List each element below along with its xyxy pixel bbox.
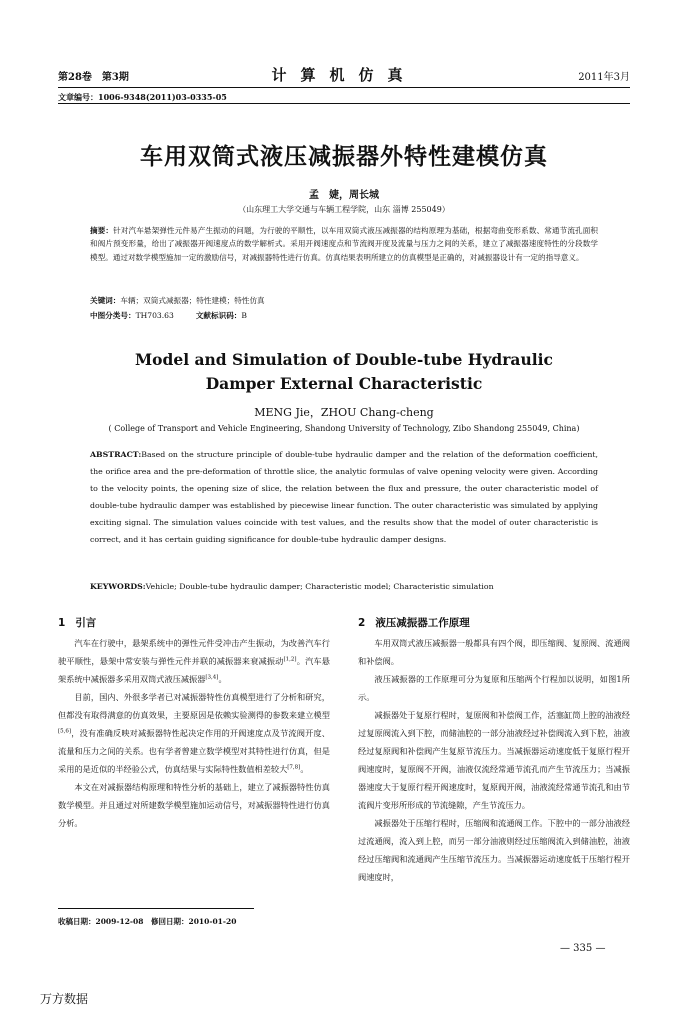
classification-line [90,310,598,321]
issue-date: 2011年3月 [578,72,630,83]
section-1-title: 引言 [75,617,97,629]
abstract-text-en: Based on the structure principle of double-tube hydraulic damper and the relation of the deformation coefficient, the orifice area and the pre-deformation of throttle slice, the analytic formulas of valve opening velocity were given. According to the velocity points, the opening size of slice, the relation between the flux and pressure, the outer characteristic model of double-tube hydraulic damper was established by piecewise linear function. The outer characteristic was simulated by applying exciting signal. The simulation values coincide with test values, and the results show that the model of outer characteristic is correct, and it has certain guiding significance for double-tube hydraulic damper designs. [90,450,598,544]
citation: [7,8] [287,764,301,771]
keywords-english [90,582,598,591]
received-dates: 收稿日期：2009-12-08 修回日期：2010-01-20 [58,917,237,926]
title-chinese: 车用双筒式液压减振器外特性建模仿真 [140,144,548,170]
clc-label: 中图分类号： [90,311,136,320]
section-2-title: 液压减振器工作原理 [375,617,470,629]
left-column [58,614,330,832]
section-1-heading [58,614,330,632]
affiliation-chinese: （山东理工大学交通与车辆工程学院，山东 淄博 255049） [238,205,450,214]
journal-name: 计算机仿真 [271,66,417,84]
keywords-label-cn: 关键词： [90,296,121,305]
paragraph: 本文在对减振器结构原理和特性分析的基础上，建立了减振器特性仿真数学模型。并且通过对所建数学模型施加运动信号，对减振器特性进行仿真分析。 [58,782,330,828]
abstract-label-cn: 摘要： [90,226,114,235]
paragraph: 液压减振器的工作原理可分为复原和压缩两个行程加以说明，如图1所示。 [358,674,630,702]
watermark: 万方数据 [40,992,89,1006]
citation: [1,2] [283,656,297,663]
abstract-text-cn: 针对汽车悬架弹性元件易产生振动的问题，为行驶的平顺性，以车用双筒式液压减振器的结构原理为基础，根据弯曲变形系数、常通节流孔面积和阀片预变形量，给出了减振器开阀速度点的数学解析式。采用开阀速度点和节流阀开度及流量与压力之间的关系，建立了减振器速度特性的分段数学模型。通过对数学模型施加一定的激励信号，对减振器特性进行仿真。仿真结果表明所建立的仿真模型是正确的，对减振器设计有一定的指导意义。 [90,226,599,262]
title-english-line2: Damper External Characteristic [205,374,483,393]
doc-code: B [241,311,247,320]
abstract-label-en: ABSTRACT: [90,450,142,459]
volume-issue: 第28卷 第3期 [58,72,129,83]
abstract-chinese [90,224,598,264]
doc-code-label: 文献标识码： [195,311,242,320]
keywords-label-en: KEYWORDS: [90,582,146,591]
keywords-text-en: Vehicle; Double-tube hydraulic damper; Characteristic model; Characteristic simulation [145,582,494,591]
paragraph: 减振器处于复原行程时，复原阀和补偿阀工作，活塞缸筒上腔的油液经过复原阀流入到下腔，而储油腔的一部分油液经过补偿阀流入到下腔，油液经过复原阀和补偿阀产生复原节流压力。当减振器运动速度低于复原行程开阀速度时，复原阀不开阀，油液仅流经常通节流孔而产生节流压力；当减振器速度大于复原行程开阀速度时，复原阀开阀，油液流经常通节流孔和由节流阀片变形所形成的节流缝隙，产生节流压力。 [358,710,630,810]
clc-code: TH703.63 [135,311,174,320]
page-number: — 335 — [560,943,606,954]
paragraph: 目前，国内、外很多学者已对减振器特性仿真模型进行了分析和研究，但都没有取得满意的仿真效果，主要原因是依赖实验测得的参数来建立模型[5,6]，没有准确反映对减振器特性起决定作用的开阀速度点及节流阀开度、流量和压力之间的关系。也有学者曾建立数学模型对其特性进行仿真，但是采用的是近似的半经验公式，仿真结果与实际特性数值相差较大[7,8]。 [58,692,330,774]
section-1-number: 1 [58,617,66,629]
authors-chinese: 孟 婕，周长城 [309,190,379,201]
paragraph: 汽车在行驶中，悬架系统中的弹性元件受冲击产生振动，为改善汽车行驶平顺性，悬架中常安装与弹性元件并联的减振器来衰减振动[1,2]。汽车悬架系统中减振器多采用双筒式液压减振器[3,4]。 [58,638,330,684]
paragraph: 减振器处于压缩行程时，压缩阀和流通阀工作。下腔中的一部分油液经过流通阀，流入到上腔，而另一部分油液则经过压缩阀流入到储油腔，油液经过压缩阀和流通阀产生压缩节流压力。当减振器运动速度低于压缩行程开阀速度时， [358,818,630,882]
abstract-english [90,446,598,548]
paragraph: 车用双筒式液压减振器一般都具有四个阀，即压缩阀、复原阀、流通阀和补偿阀。 [358,638,630,666]
running-header [58,66,630,86]
section-2-heading [358,614,630,632]
authors-english: MENG Jie，ZHOU Chang-cheng [254,406,434,419]
section-2-number: 2 [358,617,366,629]
article-number: 文章编号：1006-9348(2011)03-0335-05 [58,92,227,102]
article-number-rule [58,103,630,104]
affiliation-english: ( College of Transport and Vehicle Engineering, Shandong University of Technology, Zibo Shandong 255049, China) [108,424,580,433]
citation: [3,4] [205,674,219,681]
title-english [58,348,630,396]
title-english-line1: Model and Simulation of Double-tube Hydraulic [135,350,553,369]
footnote-rule [58,908,254,909]
citation: [5,6] [58,728,72,735]
right-column [358,614,630,886]
keywords-text-cn: 车辆；双筒式减振器；特性建模；特性仿真 [120,296,265,305]
keywords-chinese [90,295,598,306]
header-rule [58,87,630,88]
